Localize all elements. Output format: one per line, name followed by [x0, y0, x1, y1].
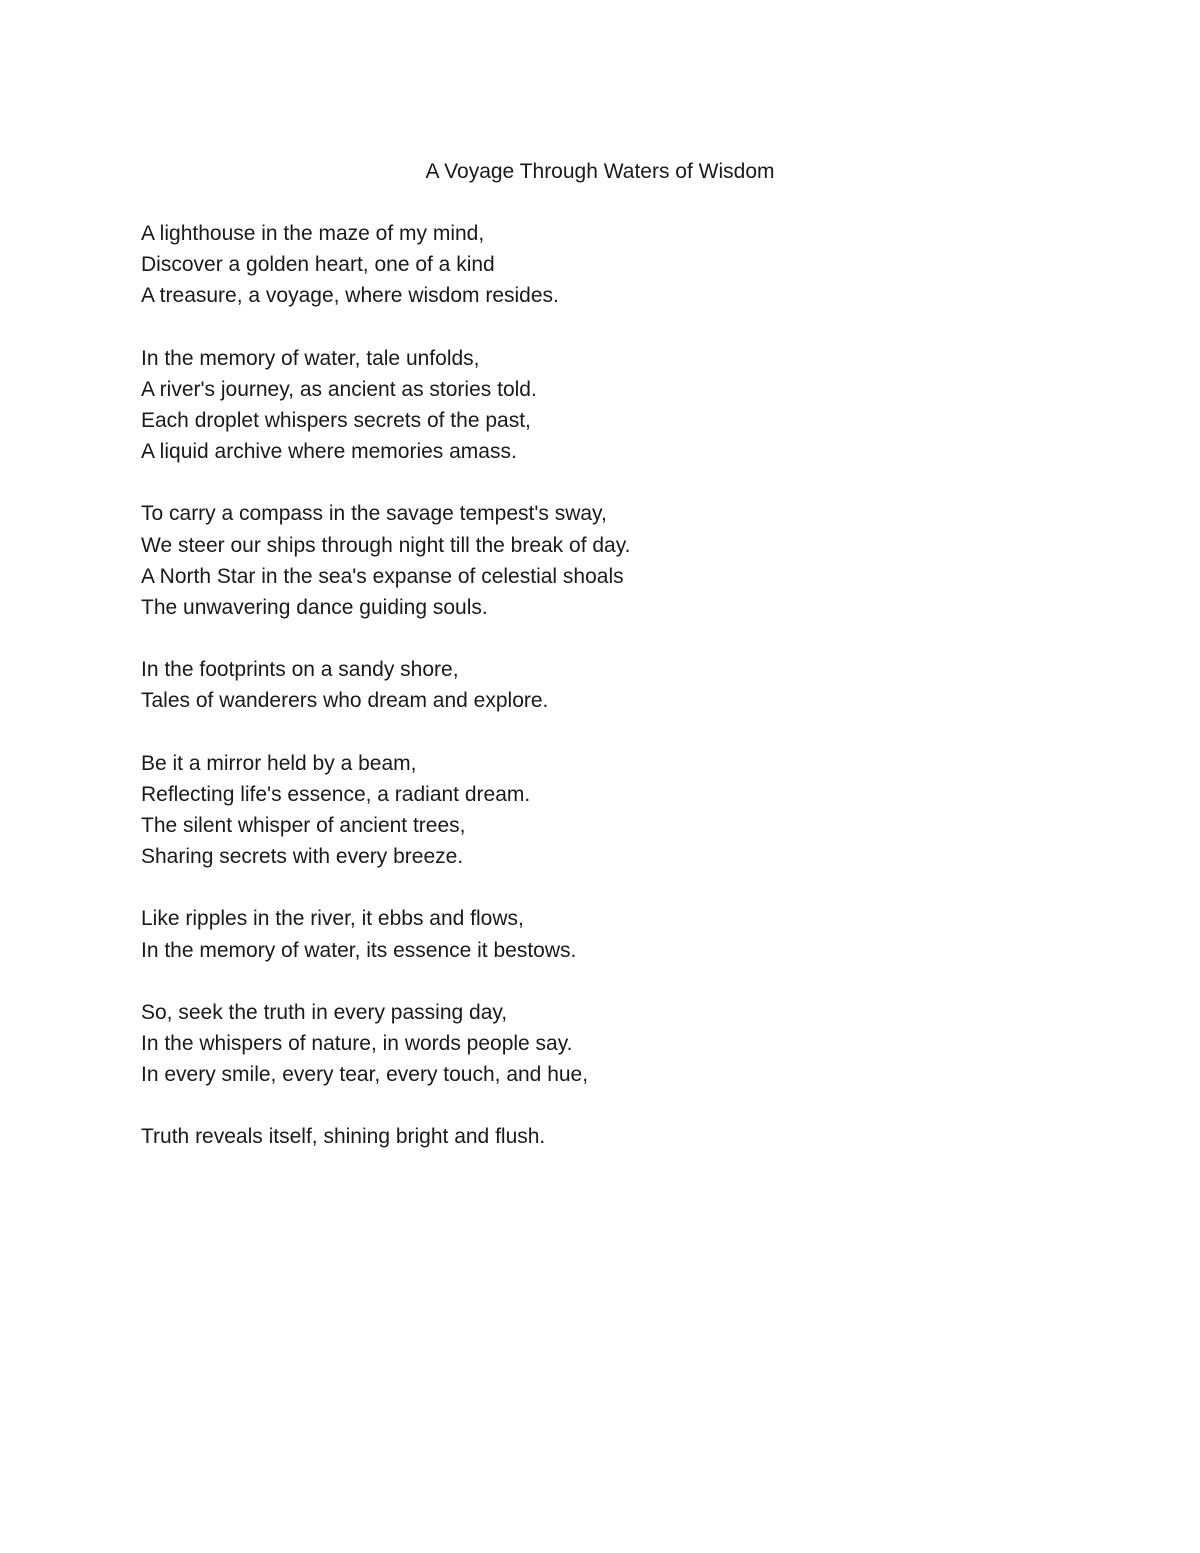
stanza-8 — [141, 1121, 1141, 1152]
stanza-1 — [141, 218, 1141, 312]
poem-line: In the memory of water, tale unfolds, — [141, 346, 480, 370]
stanza-4 — [141, 654, 1141, 716]
poem-line: Truth reveals itself, shining bright and flush. — [141, 1125, 546, 1149]
poem-line: Discover a golden heart, one of a kind — [141, 253, 495, 277]
poem-line: We steer our ships through night till the break of day. — [141, 533, 631, 557]
poem-line: A North Star in the sea's expanse of celestial shoals — [141, 564, 624, 588]
poem-line: The unwavering dance guiding souls. — [141, 596, 488, 620]
stanza-7 — [141, 997, 1141, 1091]
poem-line: In the whispers of nature, in words people say. — [141, 1032, 573, 1056]
poem-line: A treasure, a voyage, where wisdom resides. — [141, 284, 559, 308]
poem-line: Sharing secrets with every breeze. — [141, 845, 464, 869]
poem-line: The silent whisper of ancient trees, — [141, 814, 466, 838]
poem-line: A lighthouse in the maze of my mind, — [141, 222, 485, 245]
poem-line: In every smile, every tear, every touch, and hue, — [141, 1063, 589, 1087]
poem-line: In the footprints on a sandy shore, — [141, 658, 459, 682]
poem-line: To carry a compass in the savage tempest's sway, — [141, 502, 607, 526]
poem-body — [141, 218, 1141, 1184]
poem-line: In the memory of water, its essence it bestows. — [141, 938, 577, 962]
poem-line: A river's journey, as ancient as stories told. — [141, 377, 537, 401]
poem-line: So, seek the truth in every passing day, — [141, 1000, 508, 1024]
stanza-2 — [141, 343, 1141, 468]
poem-line: Each droplet whispers secrets of the past, — [141, 409, 531, 433]
stanza-6 — [141, 903, 1141, 965]
poem-line: Be it a mirror held by a beam, — [141, 751, 417, 775]
poem-title: A Voyage Through Waters of Wisdom — [425, 160, 775, 183]
poem-line: Tales of wanderers who dream and explore. — [141, 689, 549, 713]
poem-line: Like ripples in the river, it ebbs and flows, — [141, 907, 524, 931]
stanza-5 — [141, 748, 1141, 873]
poem-line: A liquid archive where memories amass. — [141, 440, 517, 464]
stanza-3 — [141, 498, 1141, 623]
poem-line: Reflecting life's essence, a radiant dream. — [141, 782, 531, 806]
